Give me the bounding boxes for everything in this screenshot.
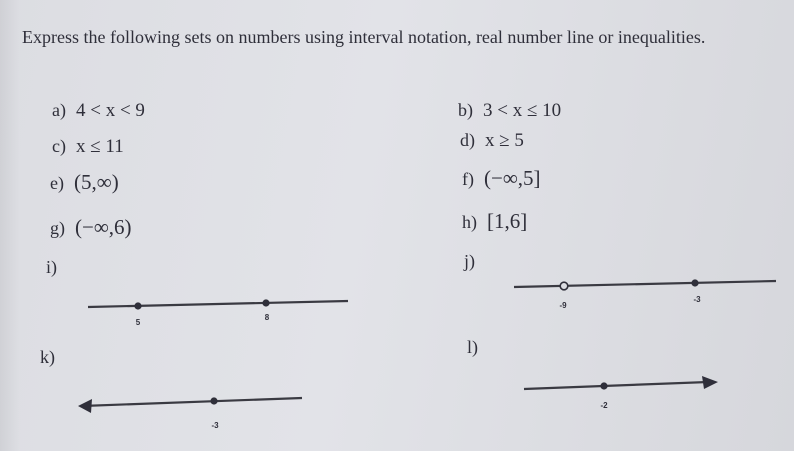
number-line-l [522,372,722,416]
item-label: j) [464,251,475,271]
item-f [462,166,541,191]
item-label: e) [50,173,64,193]
open-point [560,282,568,290]
item-a [52,100,145,122]
number-line-axis [524,382,708,389]
item-label: l) [467,337,478,357]
item-l [467,337,478,358]
item-expression: 4 < x < 9 [75,100,145,121]
item-label: g) [50,218,65,238]
item-j [464,251,475,272]
number-line-j [512,272,780,314]
tick-label: -2 [600,401,608,410]
item-k [40,347,55,368]
item-c [52,136,124,158]
number-line-k [76,388,306,434]
instructions-text: Express the following sets on numbers using interval notation, real number line or inequalities. [22,27,706,47]
tick-label: -3 [211,421,219,430]
number-line-axis [82,398,302,406]
item-label: c) [52,136,66,156]
item-h [462,209,527,234]
item-d [460,130,524,152]
item-expression: (−∞,5] [484,166,541,190]
item-i [46,257,57,278]
closed-point [134,302,141,309]
item-expression: x ≥ 5 [485,130,524,151]
item-label: h) [462,212,477,232]
closed-point [600,382,607,389]
tick-label: 5 [135,318,141,327]
item-g [50,215,132,240]
item-label: a) [52,100,66,120]
item-expression: [1,6] [487,209,528,233]
item-label: b) [458,100,473,120]
number-line-i [86,292,350,332]
number-line-axis [88,301,348,307]
item-b [458,100,561,122]
item-label: d) [460,130,475,150]
tick-label: 8 [264,313,270,322]
item-e [50,170,119,195]
item-expression: 3 < x ≤ 10 [483,100,562,121]
tick-label: -9 [559,301,567,310]
closed-point [262,299,269,306]
item-expression: x ≤ 11 [75,136,124,157]
item-label: f) [462,169,474,189]
number-line-axis [514,281,776,287]
item-label: i) [46,257,57,277]
right-arrow-icon [702,376,718,389]
tick-label: -3 [693,295,701,304]
item-expression: (−∞,6) [75,215,132,239]
left-arrow-icon [78,399,92,413]
item-expression: (5,∞) [73,170,119,194]
item-label: k) [40,347,55,367]
closed-point [210,397,217,404]
closed-point [691,279,698,286]
